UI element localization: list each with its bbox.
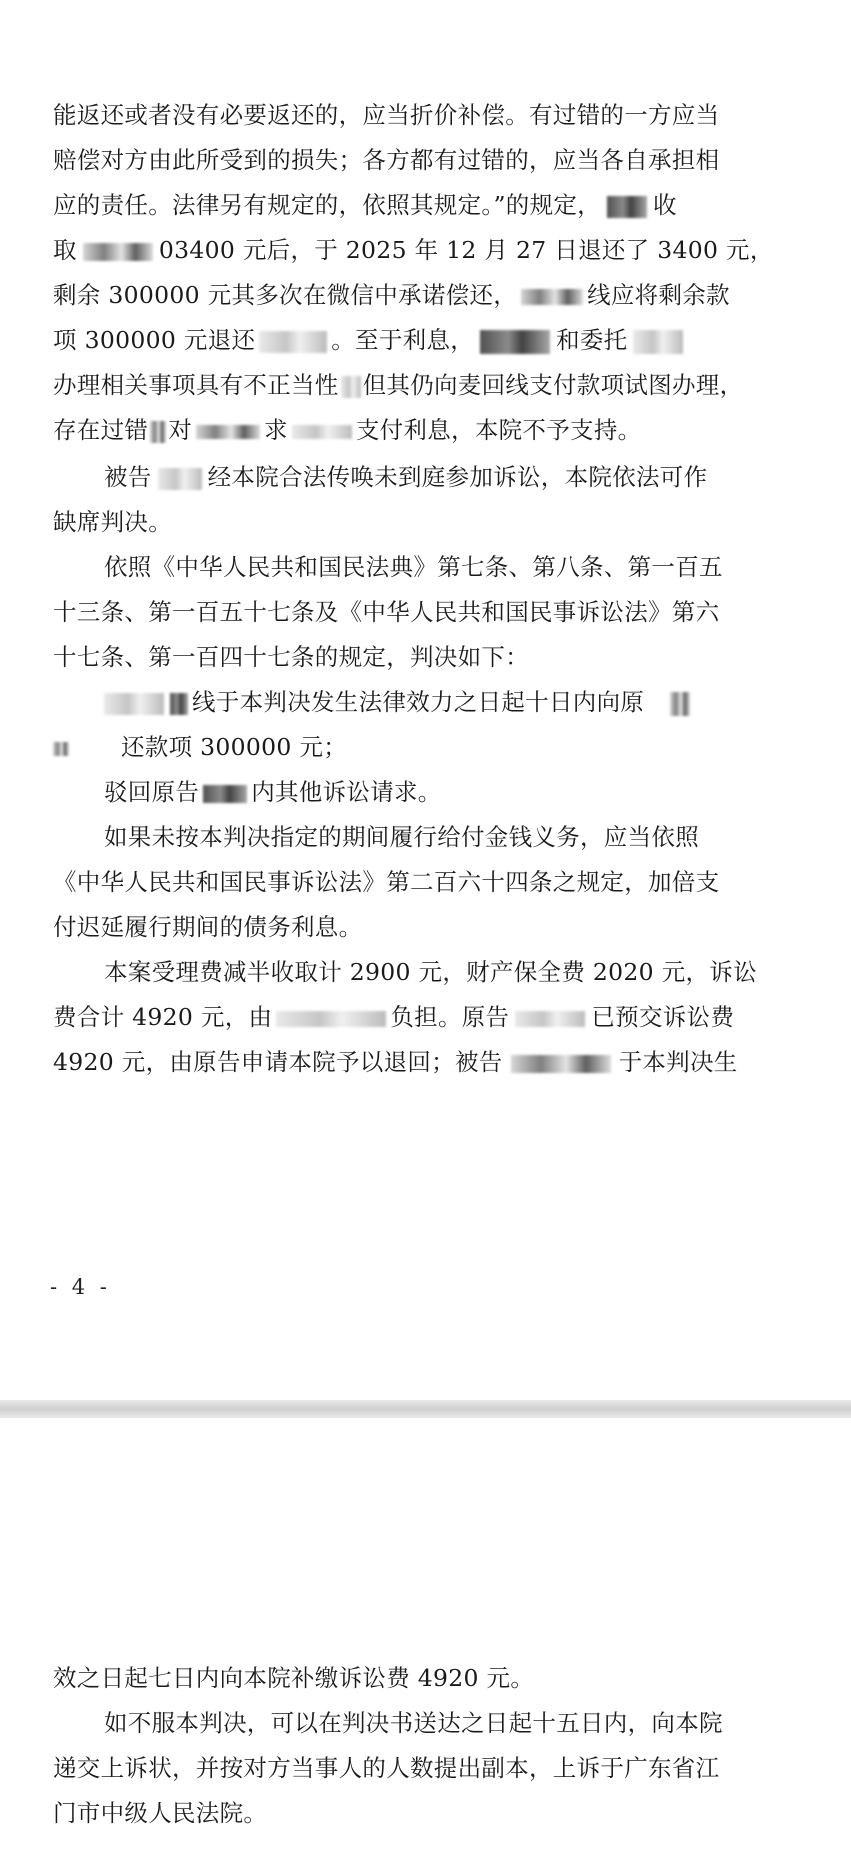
redacted-name [670, 692, 690, 716]
redacted-name [515, 1011, 585, 1027]
judgment-item-2: 驳回原告 内其他诉讼请求。 [104, 778, 442, 806]
judgment-item-1: 线于本判决发生法律效力之日起十日内向原 [104, 687, 690, 717]
redacted-name [521, 289, 583, 305]
text-line: 十七条、第一百四十七条的规定，判决如下： [53, 643, 529, 671]
text-line: 如果未按本判决指定的期间履行给付金钱义务，应当依照 [104, 823, 699, 851]
redacted-name [53, 742, 69, 756]
redacted-name [292, 425, 352, 439]
redacted-mark [150, 421, 166, 443]
document-page-5 [0, 1418, 851, 1849]
redacted-name [196, 425, 260, 439]
text-line: 赔偿对方由此所受到的损失；各方都有过错的，应当各自承担相 [53, 146, 720, 174]
redacted-name [203, 785, 247, 803]
text-line: 缺席判决。 [53, 508, 172, 536]
text-line: 能返还或者没有必要返还的，应当折价补偿。有过错的一方应当 [53, 101, 720, 129]
text-line: 本案受理费减半收取计 2900 元，财产保全费 2020 元，诉讼 [104, 958, 757, 986]
redacted-name [607, 196, 647, 218]
page-separator [0, 1400, 851, 1418]
redacted-name [633, 330, 683, 354]
redacted-name [259, 331, 327, 353]
redacted-name [170, 693, 188, 715]
text-line: 如不服本判决，可以在判决书送达之日起十五日内，向本院 [104, 1709, 723, 1737]
text-line: 4920 元，由原告申请本院予以退回；被告 于本判决生 [53, 1048, 738, 1076]
text-line: 《中华人民共和国民事诉讼法》第二百六十四条之规定，加倍支 [53, 868, 720, 896]
redacted-name [158, 468, 202, 490]
text-line: 效之日起七日内向本院补缴诉讼费 4920 元。 [53, 1664, 535, 1692]
text-line: 递交上诉状，并按对方当事人的人数提出副本，上诉于广东省江 [53, 1754, 720, 1782]
text-line: 十三条、第一百五十七条及《中华人民共和国民事诉讼法》第六 [53, 598, 720, 626]
text-line: 门市中级人民法院。 [53, 1799, 268, 1827]
text-line: 付迟延履行期间的债务利息。 [53, 913, 363, 941]
text-line: 还款项 300000 元； [53, 732, 347, 762]
redacted-name [276, 1011, 386, 1027]
text-line: 剩余 300000 元其多次在微信中承诺偿还， 线应将剩余款 [53, 281, 730, 309]
text-line: 存在过错 对 求 支付利息，本院不予支持。 [53, 416, 642, 444]
redacted-name [104, 693, 164, 715]
text-line: 被告 经本院合法传唤未到庭参加诉讼，本院依法可作 [104, 463, 708, 491]
text-line: 取 03400 元后，于 2025 年 12 月 27 日退还了 3400 元， [53, 236, 774, 264]
redacted-name [83, 243, 153, 261]
page-number: - 4 - [50, 1275, 111, 1299]
redacted-name [511, 1055, 611, 1073]
redacted-name [480, 330, 550, 354]
text-line: 项 300000 元退还 。至于利息， 和委托 [53, 325, 683, 355]
text-line: 办理相关事项具有不正当性 但其仍向麦回线支付款项试图办理， [53, 371, 744, 399]
text-line: 依照《中华人民共和国民法典》第七条、第八条、第一百五 [104, 553, 723, 581]
redacted-mark [341, 376, 361, 398]
text-line: 应的责任。法律另有规定的，依照其规定。”的规定， 收 [53, 191, 677, 219]
text-line: 费合计 4920 元，由 负担。原告 已预交诉讼费 [53, 1003, 735, 1031]
